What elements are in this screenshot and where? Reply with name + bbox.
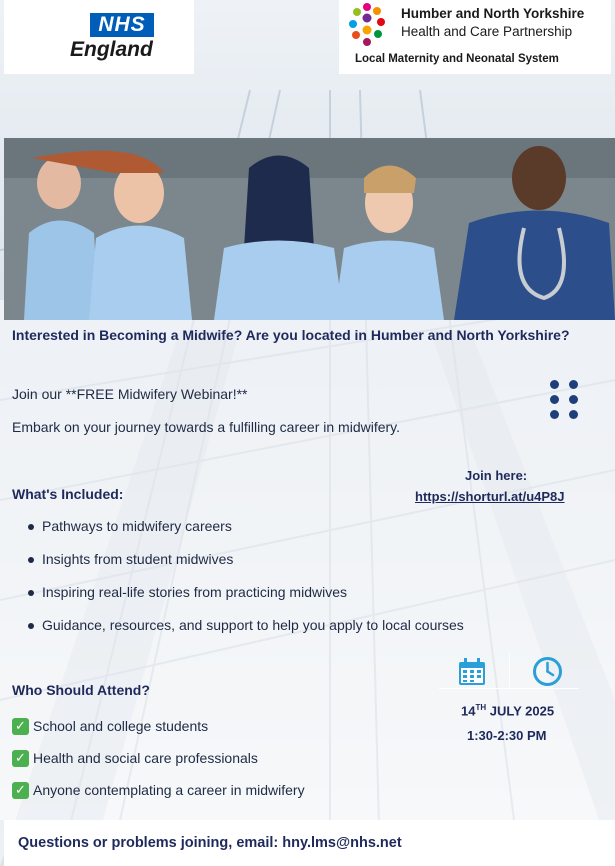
event-date <box>461 703 554 718</box>
partner-name-line2: Health and Care Partnership <box>401 24 573 39</box>
whats-included-title: What's Included: <box>12 486 124 502</box>
hero-photo <box>4 138 615 320</box>
check-mark-icon: ✓ <box>12 750 29 767</box>
check-mark-icon: ✓ <box>12 718 29 735</box>
event-month-year: JULY 2025 <box>489 703 555 719</box>
list-item: Inspiring real-life stories from practicing midwives <box>28 578 464 611</box>
tagline: Embark on your journey towards a fulfilling career in midwifery. <box>12 419 401 435</box>
list-item: Pathways to midwifery careers <box>28 512 464 545</box>
webinar-announcement: Join our **FREE Midwifery Webinar!** <box>12 386 248 402</box>
list-item <box>12 742 305 774</box>
calendar-icon <box>457 657 487 687</box>
event-details <box>439 651 579 747</box>
attendee-label: School and college students <box>33 718 209 734</box>
who-should-attend-title: Who Should Attend? <box>12 682 150 698</box>
event-divider <box>509 653 510 687</box>
headline: Interested in Becoming a Midwife? Are you located in Humber and North Yorkshire? <box>12 327 570 343</box>
nhs-logo: NHS <box>90 13 154 37</box>
partner-name-line1: Humber and North Yorkshire <box>401 6 585 21</box>
partner-system-name: Local Maternity and Neonatal System <box>355 53 559 65</box>
join-link[interactable]: https://shorturl.at/u4P8J <box>415 489 565 504</box>
event-day: 14 <box>461 703 476 719</box>
nhs-logo-panel <box>4 0 194 74</box>
partner-logo-panel <box>339 0 611 74</box>
healthcare-students-photo <box>4 138 615 320</box>
footer <box>4 820 615 866</box>
dots-grid-icon <box>550 380 582 422</box>
join-label: Join here: <box>465 468 528 483</box>
partnership-logo-icon <box>345 2 389 48</box>
event-divider <box>439 688 579 689</box>
attend-list <box>12 710 305 806</box>
attendee-label: Health and social care professionals <box>33 750 258 766</box>
event-day-suffix: TH <box>475 703 487 712</box>
list-item <box>12 710 305 742</box>
attendee-label: Anyone contemplating a career in midwifery <box>33 782 305 798</box>
clock-icon <box>532 656 563 687</box>
event-time: 1:30-2:30 PM <box>467 728 547 743</box>
included-list <box>28 512 464 644</box>
list-item: Guidance, resources, and support to help you apply to local courses <box>28 611 464 644</box>
list-item: Insights from student midwives <box>28 545 464 578</box>
list-item <box>12 774 305 806</box>
contact-email-text: Questions or problems joining, email: hny.lms@nhs.net <box>18 835 402 851</box>
check-mark-icon: ✓ <box>12 782 29 799</box>
nhs-region: England <box>70 38 153 61</box>
